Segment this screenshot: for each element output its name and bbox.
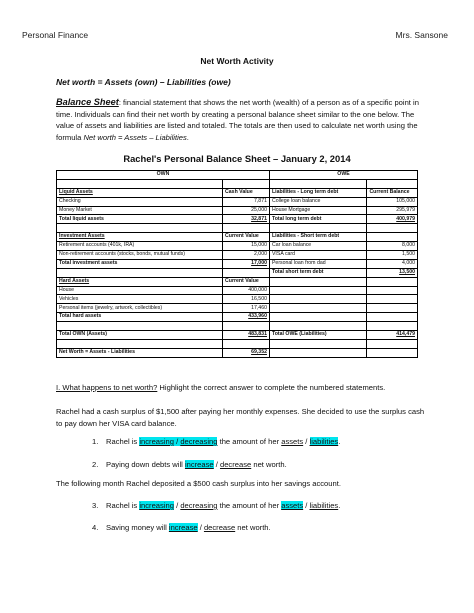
table-row [57, 197, 418, 206]
liability-value: 1,500 [367, 251, 418, 260]
choice-decrease[interactable]: decrease [219, 460, 252, 469]
statement-end: net worth. [251, 460, 287, 469]
net-worth-formula: Net worth = Assets (own) – Liabilities (owe) [56, 77, 231, 87]
asset-value: 2,000 [223, 251, 270, 260]
asset-name: Retirement accounts (401k, IRA) [57, 242, 223, 251]
asset-value: 25,000 [223, 206, 270, 215]
liability-value: 8,000 [367, 242, 418, 251]
table-row [57, 188, 418, 197]
asset-value: 17,460 [223, 304, 270, 313]
table-row [57, 259, 418, 268]
table-row [57, 313, 418, 322]
table-row [57, 322, 418, 331]
total-short-term-value: 13,500 [367, 268, 418, 277]
net-worth-value: 69,352 [223, 348, 270, 357]
total-hard-value: 433,960 [223, 313, 270, 322]
current-value-header: Current Value [223, 277, 270, 286]
table-row [57, 348, 418, 357]
current-balance-header: Current Balance [367, 188, 418, 197]
owe-header: OWE [269, 171, 417, 180]
table-row [57, 286, 418, 295]
choice-separator: / [173, 437, 181, 446]
statement-end: . [338, 437, 341, 446]
choice-separator: / [303, 501, 310, 510]
current-value-header: Current Value [223, 233, 270, 242]
statement-2 [92, 460, 287, 469]
page-title: Net Worth Activity [200, 56, 274, 66]
statement-end: net worth. [235, 523, 271, 532]
hard-assets-label: Hard Assets [57, 277, 223, 286]
asset-name: Non-retirement accounts (stocks, bonds, mutual funds) [57, 251, 223, 260]
statement-end: . [338, 501, 341, 510]
total-owe-label: Total OWE (Liabilities) [269, 331, 366, 340]
statement-text: Rachel is [106, 501, 140, 510]
table-row [57, 331, 418, 340]
statement-text: Saving money will [106, 523, 169, 532]
table-row [57, 304, 418, 313]
choice-decrease[interactable]: decrease [203, 523, 236, 532]
own-header: OWN [57, 171, 270, 180]
choice-decreasing[interactable]: decreasing [180, 501, 218, 510]
cash-value-header: Cash Value [223, 188, 270, 197]
investment-assets-label: Investment Assets [57, 233, 223, 242]
statement-number: 4. [92, 523, 99, 532]
total-liquid-label: Total liquid assets [57, 215, 223, 224]
scenario-2: The following month Rachel deposited a $500 cash surplus into her savings account. [56, 479, 341, 488]
long-term-debt-label: Liabilities - Long term debt [269, 188, 366, 197]
asset-name: Checking [57, 197, 223, 206]
choice-separator: / [197, 523, 204, 532]
table-row [57, 179, 418, 188]
asset-name: Personal items (jewelry, artwork, collectibles) [57, 304, 223, 313]
liability-name: College loan balance [269, 197, 366, 206]
statement-1 [92, 437, 340, 446]
total-long-term-value: 400,979 [367, 215, 418, 224]
table-row [57, 242, 418, 251]
choice-increasing[interactable]: increasing [139, 437, 174, 446]
choice-decreasing[interactable]: decreasing [180, 437, 218, 446]
statement-text: the amount of her [217, 501, 282, 510]
table-row [57, 224, 418, 233]
statement-text: Rachel is [106, 437, 140, 446]
net-worth-label: Net Worth = Assets - Liabilities [57, 348, 223, 357]
asset-name: Money Market [57, 206, 223, 215]
liability-name: Personal loan from dad [269, 259, 366, 268]
liability-name: House Mortgage [269, 206, 366, 215]
definition-text: financial statement that shows the net worth (wealth) of a person as of a specific point in time. Individuals can find their net worth by creating a personal balance sheet similar to the one below. The value of assets and liabilities are listed and totaled. The totals are then used to calculate net worth using the formula [56, 98, 419, 142]
asset-value: 16,500 [223, 295, 270, 304]
liquid-assets-label: Liquid Assets [57, 188, 223, 197]
liability-name: Car loan balance [269, 242, 366, 251]
choice-assets[interactable]: assets [281, 437, 304, 446]
table-row [57, 206, 418, 215]
total-owe-value: 414,479 [367, 331, 418, 340]
choice-separator: / [303, 437, 310, 446]
balance-sheet-definition [56, 97, 428, 143]
section-1-text: Highlight the correct answer to complete the numbered statements. [157, 383, 386, 392]
statement-4 [92, 523, 271, 532]
total-investment-label: Total investment assets [57, 259, 223, 268]
statement-text: the amount of her [217, 437, 282, 446]
table-row [57, 277, 418, 286]
choice-liabilities[interactable]: liabilities [309, 501, 339, 510]
table-row [57, 215, 418, 224]
total-hard-label: Total hard assets [57, 313, 223, 322]
table-row [57, 339, 418, 348]
table-row [57, 295, 418, 304]
balance-sheet-table [56, 170, 418, 358]
definition-term: Balance Sheet [56, 97, 119, 107]
choice-increasing[interactable]: increasing [139, 501, 174, 510]
definition-formula: Net worth = Assets – Liabilities [83, 132, 187, 142]
statement-text: Paying down debts will [106, 460, 185, 469]
choice-increase[interactable]: increase [184, 460, 214, 469]
choice-liabilities[interactable]: liabilities [309, 437, 339, 446]
statement-number: 1. [92, 437, 99, 446]
table-row [57, 233, 418, 242]
liability-value: 4,000 [367, 259, 418, 268]
asset-value: 7,871 [223, 197, 270, 206]
statement-number: 2. [92, 460, 99, 469]
choice-separator: / [213, 460, 220, 469]
scenario-1: Rachel had a cash surplus of $1,500 after paying her monthly expenses. She decided to use the surplus cash to pay down her VISA card balance. [56, 407, 425, 428]
table-row [57, 171, 418, 180]
statement-number: 3. [92, 501, 99, 510]
asset-value: 400,000 [223, 286, 270, 295]
liability-value: 105,000 [367, 197, 418, 206]
total-own-label: Total OWN (Assets) [57, 331, 223, 340]
total-long-term-label: Total long term debt [269, 215, 366, 224]
asset-value: 15,000 [223, 242, 270, 251]
total-liquid-value: 32,871 [223, 215, 270, 224]
total-short-term-label: Total short term debt [269, 268, 366, 277]
definition-end: . [186, 132, 189, 142]
asset-name: Vehicles [57, 295, 223, 304]
total-investment-value: 17,000 [223, 259, 270, 268]
choice-assets[interactable]: assets [281, 501, 304, 510]
section-1-lead: I. What happens to net worth? [56, 383, 158, 392]
short-term-debt-label: Liabilities - Short term debt [269, 233, 366, 242]
course-name: Personal Finance [22, 30, 89, 40]
choice-separator: / [173, 501, 181, 510]
asset-name: House [57, 286, 223, 295]
choice-increase[interactable]: increase [168, 523, 198, 532]
balance-sheet-title: Rachel's Personal Balance Sheet – January 2, 2014 [123, 153, 351, 164]
liability-value: 295,979 [367, 206, 418, 215]
definition-colon: : [118, 98, 121, 107]
liability-name: VISA card [269, 251, 366, 260]
total-own-value: 483,831 [223, 331, 270, 340]
table-row [57, 268, 418, 277]
statement-3 [92, 501, 340, 510]
table-row [57, 251, 418, 260]
section-1-prompt [56, 383, 385, 392]
teacher-name: Mrs. Sansone [395, 30, 448, 40]
